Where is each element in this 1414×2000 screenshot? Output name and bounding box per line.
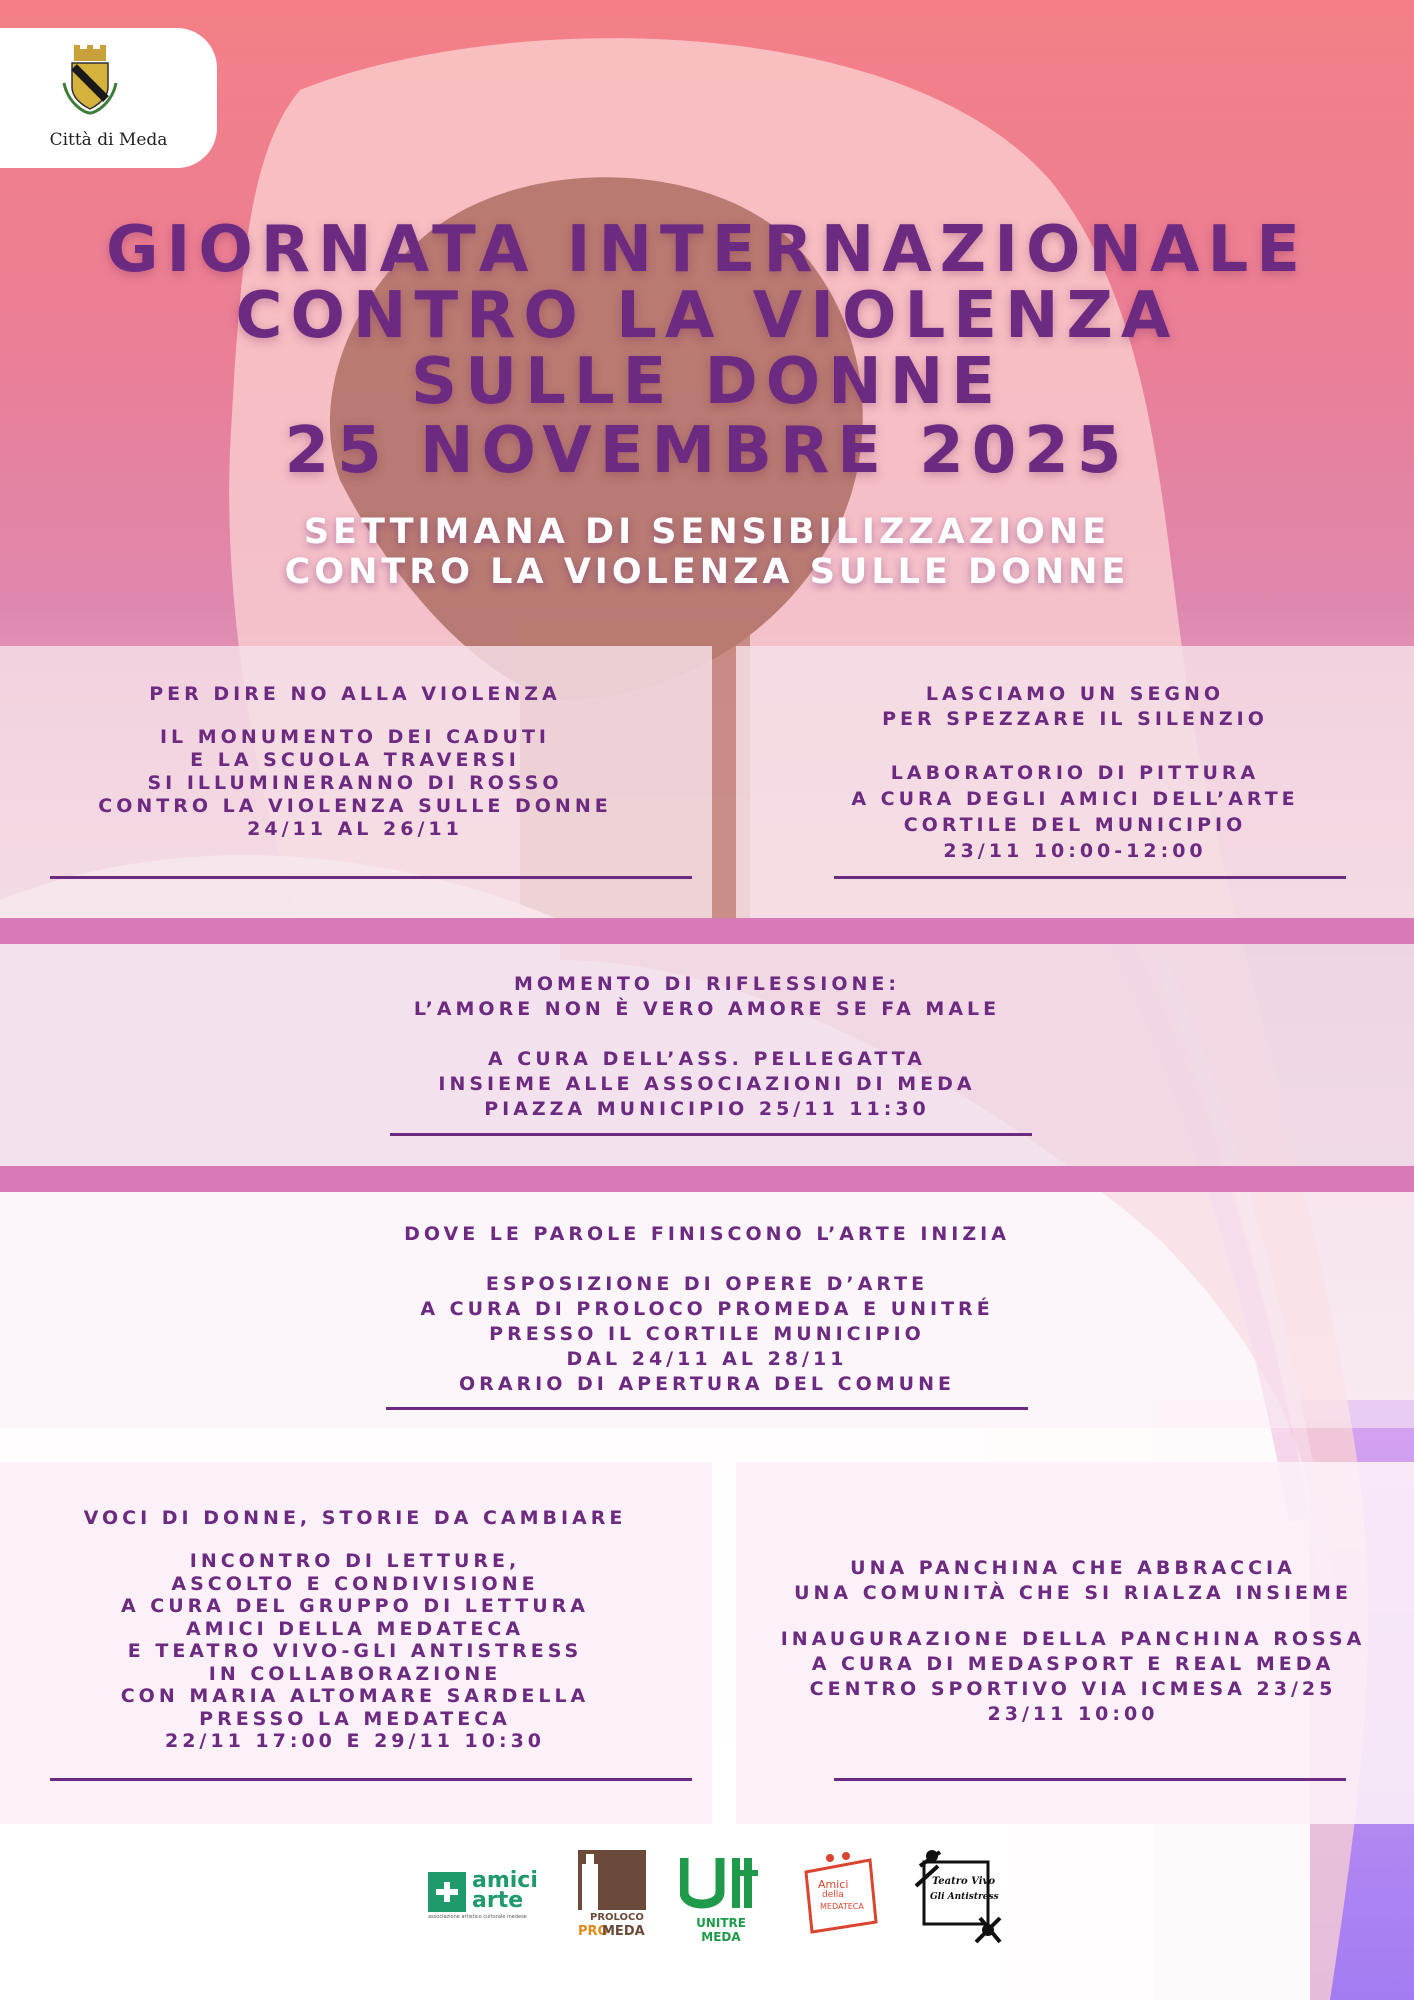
event-4-heading: DOVE LE PAROLE FINISCONO L’ARTE INIZIA	[404, 1223, 1010, 1245]
event-4-body: ESPOSIZIONE DI OPERE D’ARTE A CURA DI PROLOCO PROMEDA E UNITRÉ PRESSO IL CORTILE MUNICIPIO DAL 24/11 AL 28/11 ORARIO DI APERTURA DEL COMUNE	[420, 1273, 994, 1395]
event-5-heading: VOCI DI DONNE, STORIE DA CAMBIARE	[83, 1507, 627, 1529]
event-1-heading: PER DIRE NO ALLA VIOLENZA	[149, 683, 561, 705]
subtitle-line-2: CONTRO LA VIOLENZA SULLE DONNE	[284, 552, 1130, 592]
event-5-rule	[50, 1778, 692, 1781]
event-3-body: A CURA DELL’ASS. PELLEGATTA INSIEME ALLE ASSOCIAZIONI DI MEDA PIAZZA MUNICIPIO 25/11 11:30	[438, 1048, 976, 1120]
event-5-body: INCONTRO DI LETTURE, ASCOLTO E CONDIVISIONE A CURA DEL GRUPPO DI LETTURA AMICI DELLA MEDATECA E TEATRO VIVO-GLI ANTISTRESS IN COLLABORAZIONE CON MARIA ALTOMARE SARDELLA PRESSO LA MEDATECA 22/11 17:00 E 29/11 10:30	[120, 1550, 590, 1752]
sponsor-medateca: Amici della MEDATECA	[800, 1852, 880, 1936]
title-line-1: GIORNATA INTERNAZIONALE	[106, 213, 1308, 287]
event-2-rule	[834, 876, 1346, 879]
event-6-heading: UNA PANCHINA CHE ABBRACCIA UNA COMUNITÀ CHE SI RIALZA INSIEME	[794, 1557, 1352, 1604]
sponsor-proloco: PROLOCO PRO MEDA	[578, 1850, 646, 1940]
event-3-heading: MOMENTO DI RIFLESSIONE: L’AMORE NON È VERO AMORE SE FA MALE	[413, 973, 1001, 1020]
unitre-mark-icon	[680, 1856, 762, 1912]
green-cross-icon	[428, 1872, 466, 1912]
sponsor-teatro-vivo: Teatro Vivo Gli Antistress	[910, 1846, 1006, 1946]
sponsor-unitre: UNITRE MEDA	[680, 1856, 762, 1936]
sponsor-amici-arte: amici arte associazione artistico culturale medese	[428, 1868, 538, 1920]
divider-band-2	[0, 1166, 1414, 1192]
subtitle-line-1: SETTIMANA DI SENSIBILIZZAZIONE	[303, 512, 1111, 552]
title-line-3: SULLE DONNE	[411, 345, 1003, 419]
event-1-rule	[50, 876, 692, 879]
tower-icon	[578, 1850, 646, 1910]
city-logo	[0, 28, 217, 168]
event-2-heading: LASCIAMO UN SEGNO PER SPEZZARE IL SILENZIO	[882, 683, 1268, 730]
event-6-rule	[834, 1778, 1346, 1781]
city-crest-icon	[60, 43, 120, 115]
title-line-2: CONTRO LA VIOLENZA	[235, 279, 1179, 353]
event-1-body: IL MONUMENTO DEI CADUTI E LA SCUOLA TRAVERSI SI ILLUMINERANNO DI ROSSO CONTRO LA VIOLENZA SULLE DONNE 24/11 AL 26/11	[98, 726, 612, 840]
city-name: Città di Meda	[49, 130, 168, 150]
event-3-rule	[390, 1133, 1032, 1136]
sponsor-logos	[0, 1840, 1414, 1950]
event-6-body: INAUGURAZIONE DELLA PANCHINA ROSSA A CURA DI MEDASPORT E REAL MEDA CENTRO SPORTIVO VIA ICMESA 23/25 23/11 10:00	[780, 1628, 1366, 1725]
divider-band-1	[0, 918, 1414, 944]
event-4-rule	[386, 1407, 1028, 1410]
title-line-4-date: 25 NOVEMBRE 2025	[284, 414, 1130, 488]
event-2-body: LABORATORIO DI PITTURA A CURA DEGLI AMICI DELL’ARTE CORTILE DEL MUNICIPIO 23/11 10:00-12:00	[851, 762, 1299, 862]
